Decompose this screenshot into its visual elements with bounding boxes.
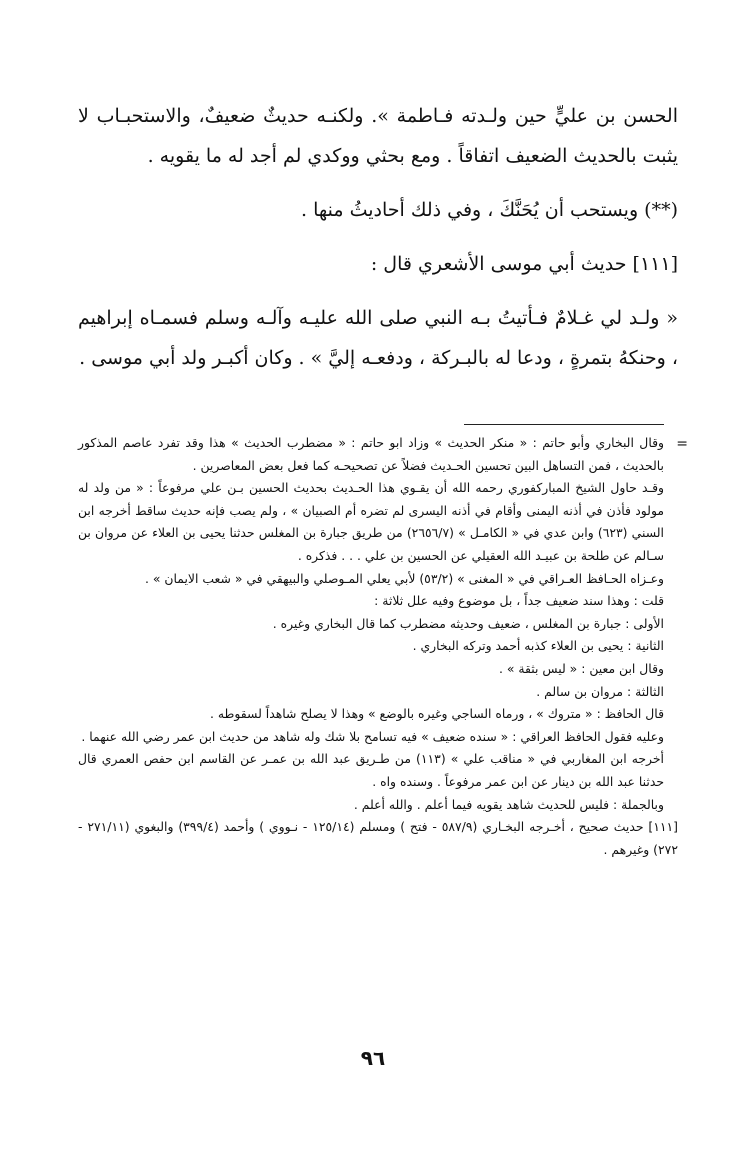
footnote-paragraph-8: الثالثة : مروان بن سالم . xyxy=(536,683,664,699)
hadith-heading: [١١١] حديث أبي موسى الأشعري قال : xyxy=(370,253,678,275)
main-paragraph-1: الحسن بن عليٍّ حين ولـدته فـاطمة ». ولكنـه حديثٌ ضعيفٌ، والاستحبـاب لا يثبت بالحديث الضعيف اتفاقاً . ومع بحثي ووكدي لم أجد له ما يقويه . xyxy=(78,105,678,167)
footnotes xyxy=(78,432,678,861)
footnote-paragraph-7: وقال ابن معين : « ليس بثقة » . xyxy=(499,660,664,676)
footnote-paragraph-6: الثانية : يحيى بن العلاء كذبه أحمد وتركه البخاري . xyxy=(412,638,664,654)
footnote-paragraph-9: قال الحافظ : « متروك » ، ورماه الساجي وغيره بالوضع » وهذا لا يصلح شاهداً لسقوطه . xyxy=(209,706,664,722)
footnote-paragraph-13: [١١١] حديث صحيح ، أخـرجه البخـاري (٥٨٧/٩ - فتح ) ومسلم (١٢٥/١٤ - نـووي ) وأحمد (٣٩٩/٤) والبغوي (٢٧١/١١ - ٢٧٢) وغيرهم . xyxy=(78,819,678,857)
footnote-continuation-mark: = xyxy=(676,436,688,452)
footnote-paragraph-2: وقـد حاول الشيخ المباركفوري رحمه الله أن يقـوي هذا الحـديث بحديث الحسين بـن علي مرفوعاً : « من ولد له مولود فأذن في أذنه اليمنى وأقام في أذنه اليسرى لم تضره أم الصبيان » ، ولم يصب فإنه حديث ساقط أخرجه ابن السني (٦٢٣) وابن عدي في « الكامـل » (٢٦٥٦/٧) من طريق جبارة بن المغلس حدثنا يحيى بن العلاء عن مروان بن سـالم عن طلحة بن عبيـد الله العقيلي عن الحسين بن علي . . . فذكره . xyxy=(78,480,664,563)
footnote-paragraph-4: قلت : وهذا سند ضعيف جداً ، بل موضوع وفيه علل ثلاثة : xyxy=(374,593,664,609)
footnote-divider xyxy=(464,424,664,425)
footnote-paragraph-12: وبالجملة : فليس للحديث شاهد يقويه فيما أعلم . والله أعلم . xyxy=(353,796,664,812)
main-paragraph-2: (**) ويستحب أن يُحَنَّكَ ، وفي ذلك أحاديثُ منها . xyxy=(301,199,678,221)
footnote-paragraph-11: أخرجه ابن المغاربي في « مناقب علي » (١١٣) من طـريق عبد الله بن عمـر عن القاسم ابن حفص العمري قال حدثنا عبد الله بن دينار عن ابن عمر مرفوعاً . وسنده واه . xyxy=(78,751,664,789)
page-number: ٩٦ xyxy=(360,1046,386,1070)
hadith-text: « ولـد لي غـلامٌ فـأتيتُ بـه النبي صلى الله عليـه وآلـه وسلم فسمـاه إبراهيم ، وحنكهُ بتمرةٍ ، ودعا له بالبـركة ، ودفعـه إليَّ » . وكان أكبـر ولد أبي موسى . xyxy=(78,307,678,369)
footnote-paragraph-1: وقال البخاري وأبو حاتم : « منكر الحديث » وزاد ابو حاتم : « مضطرب الحديث » هذا وقد تفرد عاصم المذكور بالحديث ، فمن التساهل البين تحسين الحـديث فضلاً عن تصحيحـه كما فعل بعض المعاصرين . xyxy=(78,435,664,473)
footnote-paragraph-10: وعليه فقول الحافظ العراقي : « سنده ضعيف » فيه تسامح بلا شك وله شاهد من حديث ابن عمر رضي الله عنهما . xyxy=(81,728,664,744)
footnote-paragraph-5: الأولى : جبارة بن المغلس ، ضعيف وحديثه مضطرب كما قال البخاري وغيره . xyxy=(272,615,664,631)
main-text xyxy=(78,96,678,378)
footnote-paragraph-3: وعـزاه الحـافظ العـراقي في « المغنى » (٥٣/٢) لأبي يعلي المـوصلي والبيهقي في « شعب الايمان » . xyxy=(145,570,664,586)
